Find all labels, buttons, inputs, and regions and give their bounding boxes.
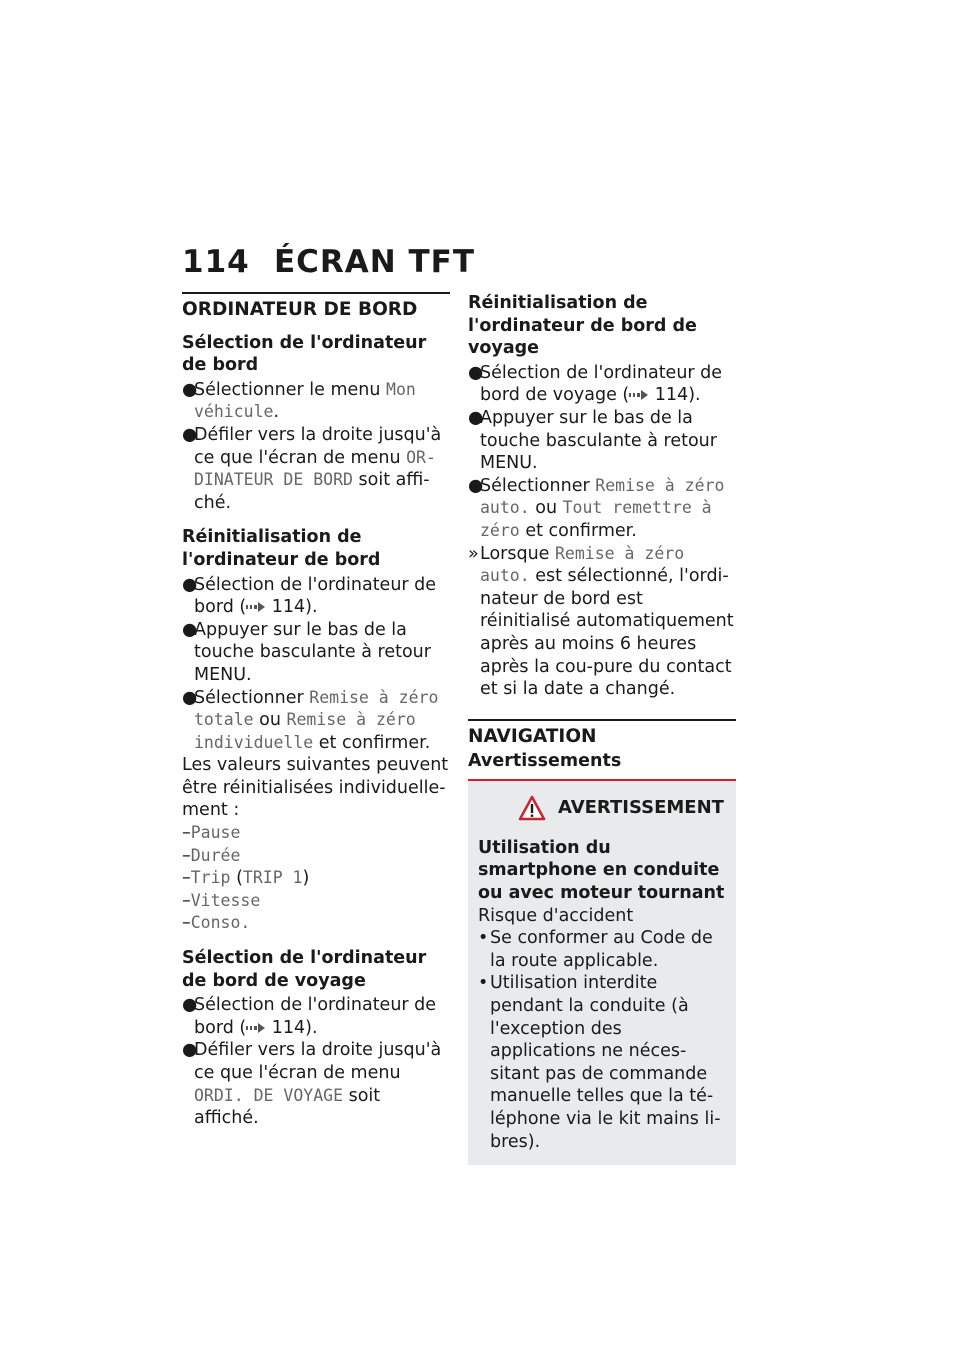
list-item: –Vitesse	[182, 890, 261, 911]
menu-code: Remise à zéro auto.	[480, 543, 685, 586]
bullet-icon: ●	[182, 574, 198, 595]
bullet-icon: ●	[468, 407, 484, 428]
bullet-icon: ●	[182, 995, 198, 1016]
bullet-item: ● Sélectionner Remise à zéro auto. ou Tout remettre à zéro et confirmer.	[468, 475, 725, 541]
bullet-item: ● Appuyer sur le bas de la touche basculante à retour MENU.	[468, 407, 717, 474]
subheading-warnings: Avertissements	[468, 750, 736, 781]
menu-code: Remise à zéro auto.	[480, 475, 725, 518]
chapter-title: ÉCRAN TFT	[274, 244, 475, 280]
paragraph: Les valeurs suivantes peuvent être réinitialisées individuelle-ment :	[182, 755, 449, 821]
section-title-navigation: NAVIGATION	[468, 719, 736, 749]
warning-heading: Utilisation du smartphone en conduite ou avec moteur tournant	[478, 837, 725, 904]
warning-risk: Risque d'accident	[478, 905, 634, 926]
bullet-icon: ●	[182, 687, 198, 708]
menu-code: Remise à zéro totale	[194, 687, 439, 730]
warning-bullet: • Se conformer au Code de la route applicable.	[478, 928, 713, 971]
bullet-item: ● Défiler vers la droite jusqu'à ce que l'écran de menu OR-DINATEUR DE BORD soit affi-ché.	[182, 424, 442, 513]
warning-box	[468, 781, 736, 1165]
subheading-selection: Sélection de l'ordinateur de bord	[182, 332, 427, 376]
bullet-item: ● Sélectionner Remise à zéro totale ou Remise à zéro individuelle et confirmer.	[182, 687, 439, 753]
list-item: –Durée	[182, 845, 241, 866]
menu-code: Tout remettre à zéro	[480, 498, 712, 540]
bullet-item: ● Sélection de l'ordinateur de bord ( 114).	[182, 574, 437, 618]
bullet-icon: ●	[182, 424, 198, 445]
bullet-icon: ●	[468, 362, 484, 383]
page-reference-arrow-icon	[246, 601, 266, 613]
warning-triangle-icon	[518, 795, 546, 821]
bullet-icon: ●	[182, 619, 198, 640]
list-item: –Trip (TRIP 1)	[182, 868, 310, 889]
result-arrow-icon: »	[468, 543, 479, 564]
bullet-item: ● Appuyer sur le bas de la touche basculante à retour MENU.	[182, 619, 431, 685]
menu-code: OR-DINATEUR DE BORD	[194, 447, 436, 490]
bullet-item: ● Sélection de l'ordinateur de bord ( 114).	[182, 995, 437, 1038]
list-item: –Conso.	[182, 913, 251, 934]
section-title-ordinateur: ORDINATEUR DE BORD	[182, 292, 450, 322]
bullet-item: ● Sélection de l'ordinateur de bord de voyage ( 114).	[468, 362, 723, 406]
bullet-item: ● Sélectionner le menu Mon véhicule.	[182, 379, 416, 423]
page-header	[182, 244, 475, 280]
right-column	[468, 292, 736, 1165]
left-column	[182, 292, 450, 1130]
menu-code: ORDI. DE VOYAGE	[194, 1085, 344, 1105]
warning-title: AVERTISSEMENT	[478, 795, 728, 821]
subheading-trip-reset: Réinitialisation de l'ordinateur de bord de voyage	[468, 293, 697, 359]
page-reference-arrow-icon	[246, 1022, 266, 1034]
result-item: » Lorsque Remise à zéro auto. est sélectionné, l'ordi-nateur de bord est réinitialisé automatiquement après au moins 6 heures après la cou-pure du contact et si la date a changé.	[468, 543, 734, 700]
list-item: –Pause	[182, 823, 241, 844]
menu-code: Remise à zéro individuelle	[194, 710, 416, 752]
bullet-icon: ●	[182, 1040, 198, 1061]
bullet-icon: •	[478, 973, 489, 994]
bullet-icon: ●	[182, 379, 198, 400]
menu-code: Mon véhicule	[194, 379, 416, 422]
subheading-trip-selection: Sélection de l'ordinateur de bord de voyage	[182, 948, 427, 991]
bullet-icon: •	[478, 928, 489, 949]
page-number: 114	[182, 244, 250, 280]
page-reference-arrow-icon	[629, 389, 649, 401]
bullet-icon: ●	[468, 475, 484, 496]
subheading-reset: Réinitialisation de l'ordinateur de bord	[182, 527, 381, 570]
bullet-item: ● Défiler vers la droite jusqu'à ce que l'écran de menu ORDI. DE VOYAGE soit affiché.	[182, 1040, 442, 1129]
warning-bullet: • Utilisation interdite pendant la conduite (à l'exception des applications ne néces-sitant pas de commande manuelle telles que la té-léphone via le kit mains li-bres).	[478, 973, 721, 1152]
